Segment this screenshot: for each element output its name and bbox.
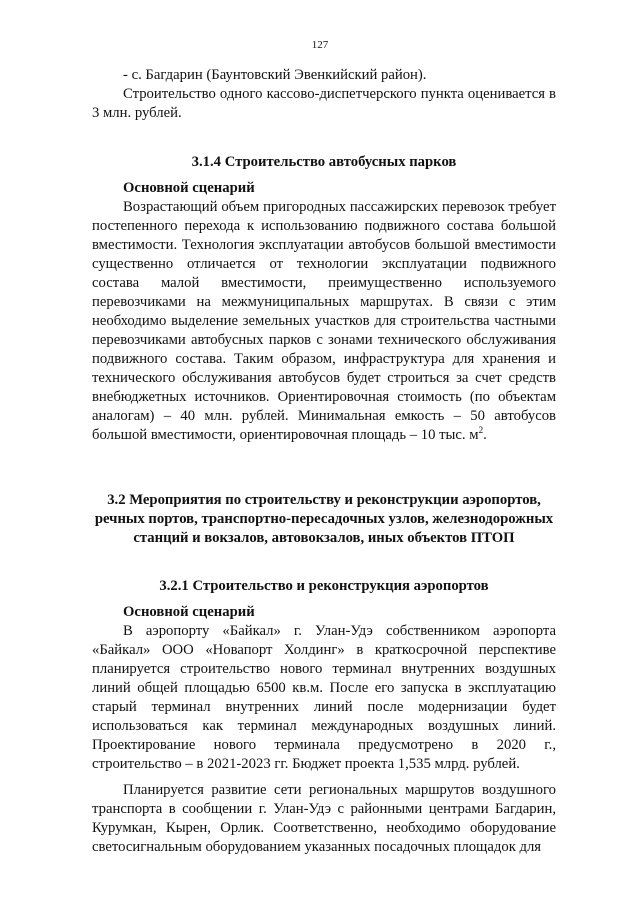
intro-line-2: Строительство одного кассово-диспетчерского пункта оценивается в 3 млн. рублей. (92, 86, 556, 121)
area-unit-exponent: 2 (478, 425, 484, 436)
page-number: 127 (311, 39, 329, 51)
section-3-2-1-subheading: Основной сценарий (123, 604, 255, 620)
section-3-1-4-paragraph-text: Возрастающий объем пригородных пассажирских перевозок требует постепенного перехода к использованию подвижного состава большой вместимости. Технология эксплуатации автобусов большой вместимости существенно отличается от технологии эксплуатации подвижного состава малой вместимости, преимущественно используемого перевозчиками на межмуниципальных маршрутах. В связи с этим необходимо выделение земельных участков для строительства частными перевозчиками автобусных парков с зонами технического обслуживания подвижного состава. Таким образом, инфраструктура для хранения и технического обслуживания автобусов будет строиться за счет средств внебюджетных источников. Ориентировочная стоимость (по объектам аналогам) – 40 млн. рублей. Минимальная емкость – 50 автобусов большой вместимости, ориентировочная площадь – 10 тыс. м (92, 199, 556, 443)
section-3-2-heading: 3.2 Мероприятия по строительству и реконструкции аэропортов, речных портов, транспортно-пересадочных узлов, железнодорожных станций и вокзалов, автовокзалов, иных объектов ПТОП (94, 492, 554, 546)
section-3-1-4-subheading: Основной сценарий (123, 180, 255, 196)
section-3-1-4-paragraph (92, 198, 556, 445)
section-3-2-1-paragraph-1: В аэропорту «Байкал» г. Улан-Удэ собственником аэропорта «Байкал» ООО «Новапорт Холдинг» в краткосрочной перспективе планируется строительство нового терминал внутренних воздушных линий общей площадью 6500 кв.м. После его запуска в эксплуатацию старый терминал внутренних линий после модернизации будет использоваться как терминал международных воздушных линий. Проектирование нового терминала предусмотрено в 2020 г., строительство – в 2021-2023 гг. Бюджет проекта 1,535 млрд. рублей. (92, 623, 556, 772)
section-3-1-4-heading: 3.1.4 Строительство автобусных парков (191, 154, 457, 170)
page-body (92, 66, 556, 857)
section-3-2-1-paragraph-2: Планируется развитие сети региональных маршрутов воздушного транспорта в сообщении г. Улан-Удэ с районными центрами Багдарин, Курумкан, Кырен, Орлик. Соответственно, необходимо оборудование светосигнальным оборудованием указанных посадочных площадок для (92, 782, 556, 855)
section-3-1-4-paragraph-end: . (483, 427, 487, 443)
section-3-2-1-heading: 3.2.1 Строительство и реконструкция аэропортов (159, 578, 489, 594)
intro-line-1: - с. Багдарин (Баунтовский Эвенкийский район). (123, 67, 427, 83)
